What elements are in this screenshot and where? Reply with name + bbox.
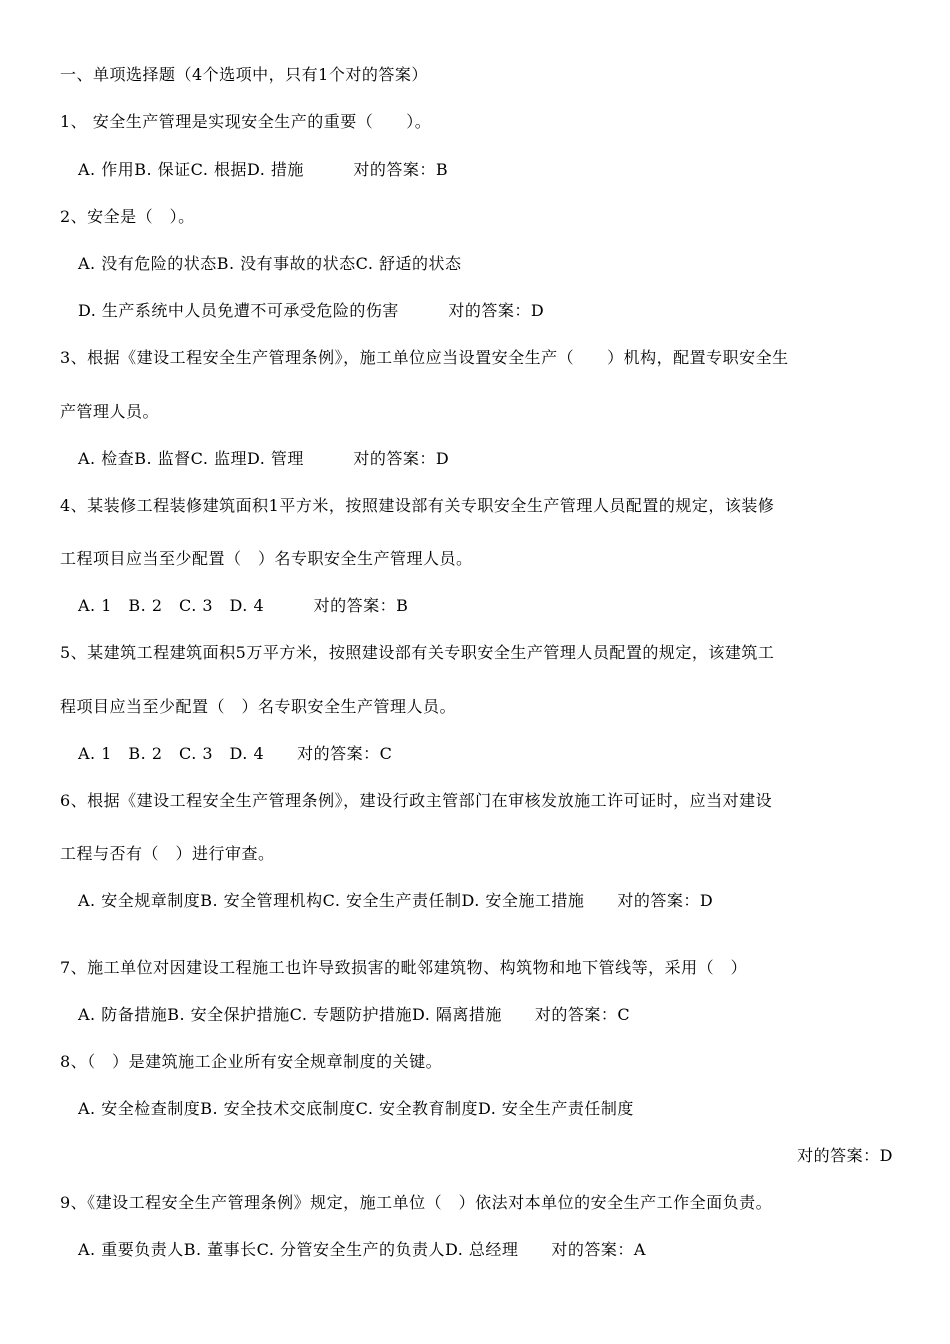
question-9-options: A. 重要负责人B. 董事长C. 分管安全生产的负责人D. 总经理 对的答案：A [78, 1240, 646, 1259]
question-2-options-b: D. 生产系统中人员免遭不可承受危险的伤害 对的答案：D [78, 301, 545, 320]
question-7-options: A. 防备措施B. 安全保护措施C. 专题防护措施D. 隔离措施 对的答案：C [78, 1005, 631, 1024]
question-3: 3、根据《建设工程安全生产管理条例》，施工单位应当设置安全生产（ ）机构，配置专职安全生 [60, 348, 789, 367]
question-4: 4、某装修工程装修建筑面积1平方米，按照建设部有关专职安全生产管理人员配置的规定，该装修 [60, 496, 775, 515]
question-9: 9、《建设工程安全生产管理条例》规定，施工单位（ ）依法对本单位的安全生产工作全面负责。 [60, 1193, 773, 1212]
question-1: 1、 安全生产管理是实现安全生产的重要（ ）。 [60, 112, 432, 131]
question-4-options: A. 1 B. 2 C. 3 D. 4 对的答案：B [78, 596, 409, 615]
question-6-options: A. 安全规章制度B. 安全管理机构C. 安全生产责任制D. 安全施工措施 对的答案：D [78, 891, 714, 910]
question-6: 6、根据《建设工程安全生产管理条例》，建设行政主管部门在审核发放施工许可证时，应当对建设 [60, 791, 773, 810]
question-2: 2、安全是（ ）。 [60, 207, 195, 226]
question-2-options-a: A. 没有危险的状态B. 没有事故的状态C. 舒适的状态 [78, 254, 462, 273]
question-5-cont: 程项目应当至少配置（ ）名专职安全生产管理人员。 [60, 697, 457, 716]
question-3-options: A. 检查B. 监督C. 监理D. 管理 对的答案：D [78, 449, 450, 468]
section-heading: 一、单项选择题（4个选项中，只有1个对的答案） [60, 65, 428, 84]
question-5-options: A. 1 B. 2 C. 3 D. 4 对的答案：C [78, 744, 393, 763]
question-4-cont: 工程项目应当至少配置（ ）名专职安全生产管理人员。 [60, 549, 473, 568]
question-6-cont: 工程与否有（ ）进行审查。 [60, 844, 275, 863]
question-8-answer: 对的答案：D [797, 1146, 893, 1165]
question-5: 5、某建筑工程建筑面积5万平方米，按照建设部有关专职安全生产管理人员配置的规定，该建筑工 [60, 643, 775, 662]
question-7: 7、施工单位对因建设工程施工也许导致损害的毗邻建筑物、构筑物和地下管线等，采用（ ） [60, 958, 748, 977]
question-3-cont: 产管理人员。 [60, 402, 160, 421]
question-8: 8、（ ）是建筑施工企业所有安全规章制度的关键。 [60, 1052, 443, 1071]
question-8-options: A. 安全检查制度B. 安全技术交底制度C. 安全教育制度D. 安全生产责任制度 [78, 1099, 634, 1118]
question-1-options: A. 作用B. 保证C. 根据D. 措施 对的答案：B [78, 160, 449, 179]
